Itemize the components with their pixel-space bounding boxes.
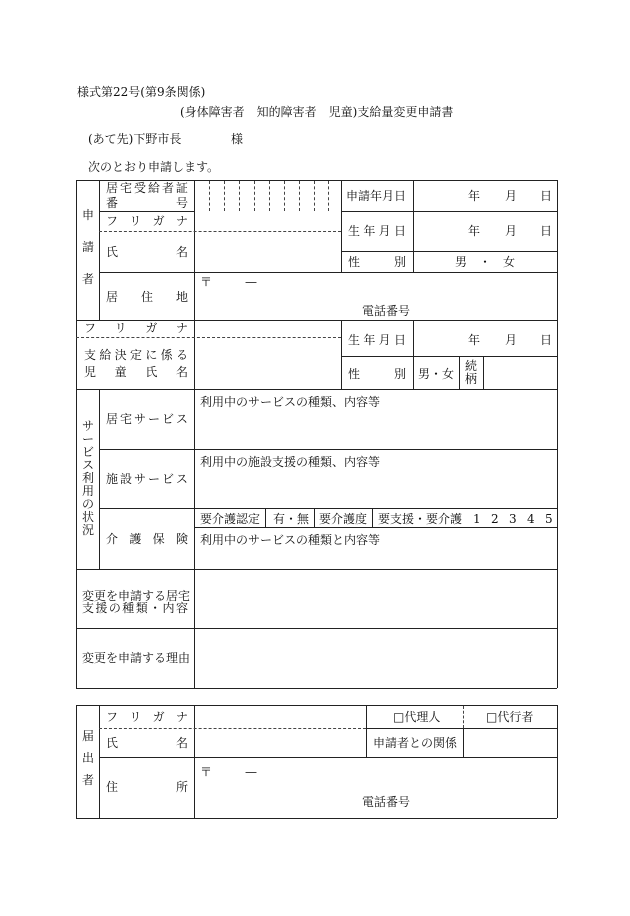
- agent-checkbox[interactable]: □代理人: [393, 710, 441, 724]
- filer-postal-mark: 〒: [200, 765, 213, 779]
- application-date-month: 月: [505, 189, 518, 203]
- applicant-birth-year: 年: [468, 224, 481, 238]
- applicant-sex-label: 性 別: [348, 255, 406, 269]
- care-level-value: 要支援・要介護: [378, 512, 463, 526]
- care-level-label: 要介護度: [319, 512, 368, 526]
- applicant-address-label: 居 住 地: [106, 290, 188, 304]
- home-service-label: 居 宅 サ ー ビ ス: [106, 412, 188, 426]
- applicant-birth-day: 日: [540, 224, 553, 238]
- care-level-2: 2: [491, 512, 499, 526]
- applicant-birth-date-label: 生 年 月 日: [348, 224, 406, 238]
- application-date-day: 日: [540, 189, 553, 203]
- child-sex-label: 性 別: [348, 367, 406, 381]
- child-relation-label: 続 柄: [464, 359, 477, 386]
- applicant-name-label: 氏 名: [106, 245, 188, 259]
- applicant-birth-month: 月: [505, 224, 518, 238]
- child-name-label: 支 給 決 定 に 係 る: [84, 348, 188, 362]
- applicant-furigana-label: フ リ ガ ナ: [106, 214, 188, 228]
- filer-address-label: 住 所: [106, 780, 188, 794]
- care-level-3: 3: [509, 512, 517, 526]
- filer-furigana-label: フ リ ガ ナ: [106, 710, 188, 724]
- applicant-phone-label: 電話番号: [362, 304, 411, 318]
- filer-phone-label: 電話番号: [362, 795, 411, 809]
- intro-text: 次のとおり申請します。: [88, 160, 220, 174]
- application-date-year: 年: [468, 189, 481, 203]
- care-cert-label: 要介護認定: [200, 512, 261, 526]
- child-name-label-2: 児 童 氏 名: [84, 365, 188, 379]
- child-furigana-label: フ リ ガ ナ: [84, 321, 188, 335]
- child-birth-year: 年: [468, 333, 481, 347]
- care-level-1: 1: [473, 512, 481, 526]
- care-cert-value: 有・無: [273, 512, 310, 526]
- addressee-honorific: 様: [231, 132, 244, 146]
- addressee: (あて先)下野市長: [88, 132, 182, 146]
- recipient-number-label-2: 番 号: [106, 196, 188, 210]
- proxy-checkbox[interactable]: □代行者: [486, 710, 534, 724]
- form-number: 様式第22号(第9条関係): [77, 85, 206, 99]
- change-type-label: 変更を申請する居宅: [82, 589, 191, 603]
- child-birth-month: 月: [505, 333, 518, 347]
- care-insurance-note: 利用中のサービスの種類と内容等: [200, 533, 381, 547]
- filer-postal-dash: —: [245, 765, 257, 779]
- child-birth-day: 日: [540, 333, 553, 347]
- care-level-5: 5: [545, 512, 553, 526]
- filer-section-label: 届 出 者: [81, 729, 94, 787]
- child-birth-date-label: 生 年 月 日: [348, 333, 406, 347]
- application-date-label: 申請年月日: [346, 189, 407, 203]
- child-sex-value: 男・女: [418, 367, 455, 381]
- change-reason-label: 変更を申請する理由: [82, 651, 191, 665]
- recipient-number-label: 居 宅 受 給 者 証: [106, 181, 188, 195]
- facility-service-label: 施 設 サ ー ビ ス: [106, 472, 188, 486]
- care-level-4: 4: [527, 512, 535, 526]
- form-title: (身体障害者 知的障害者 児童)支給量変更申請書: [180, 105, 454, 119]
- applicant-postal-dash: —: [245, 275, 257, 289]
- applicant-section-label: 申 請 者: [81, 208, 94, 286]
- applicant-postal-mark: 〒: [200, 275, 213, 289]
- relation-label: 申請者との関係: [373, 736, 458, 750]
- facility-service-note: 利用中の施設支援の種類、内容等: [200, 455, 381, 469]
- care-insurance-label: 介 護 保 険: [106, 532, 188, 546]
- home-service-note: 利用中のサービスの種類、内容等: [200, 395, 381, 409]
- services-section-label: サ ー ビ ス 利 用 の 状 況: [81, 419, 94, 537]
- change-type-label-2: 支 援 の 種 類 ・ 内 容: [82, 601, 188, 615]
- filer-name-label: 氏 名: [106, 736, 188, 750]
- applicant-sex-value: 男 ・ 女: [455, 255, 516, 269]
